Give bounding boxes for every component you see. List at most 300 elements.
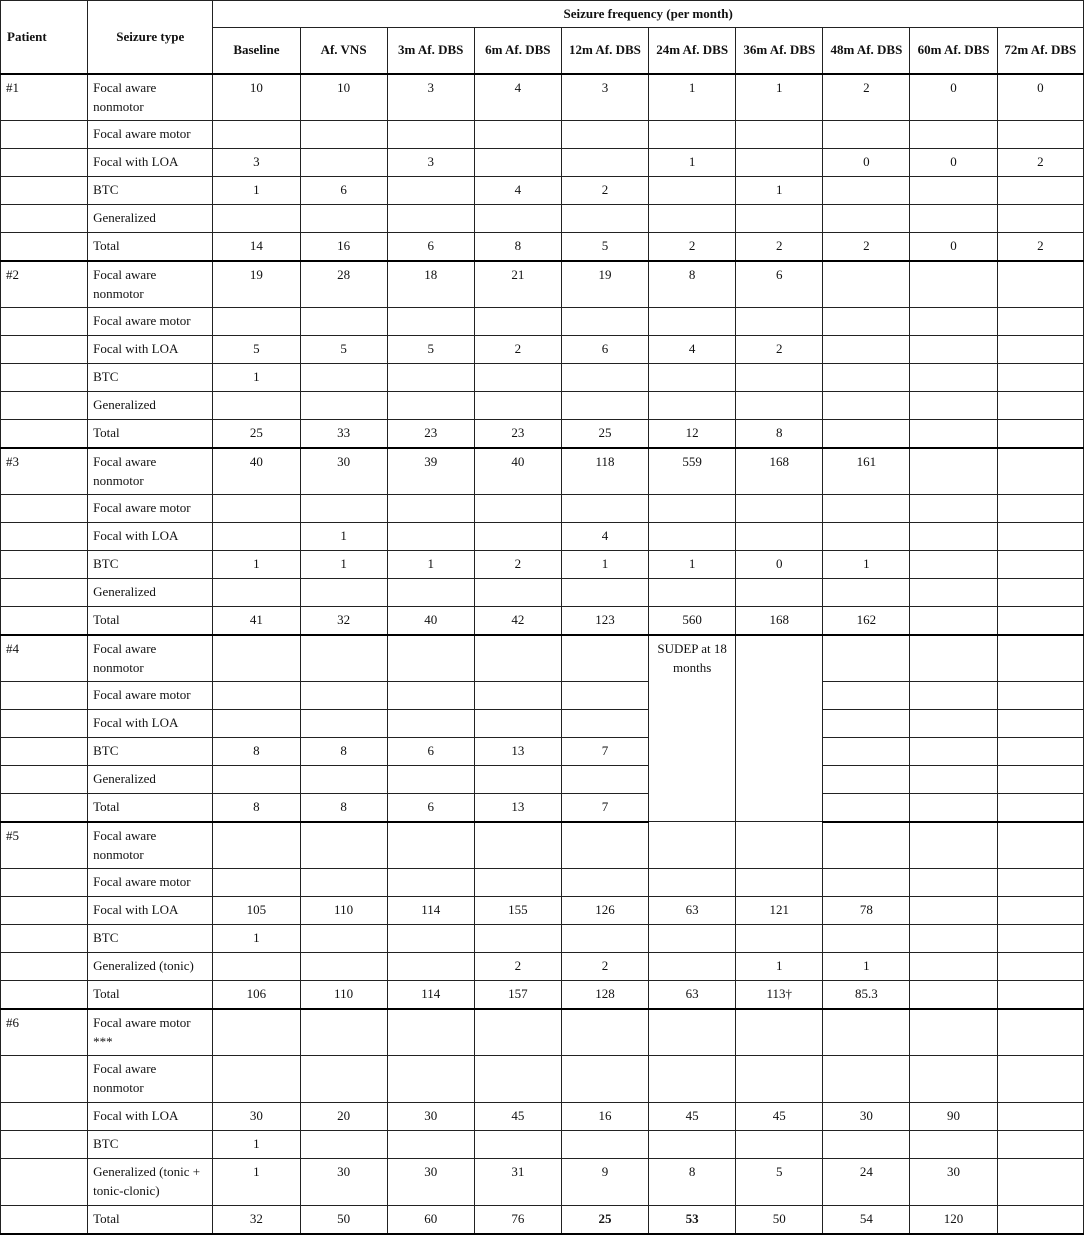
value-cell	[997, 822, 1083, 869]
value-cell	[213, 121, 300, 149]
seizure-type-cell: Focal with LOA	[88, 897, 213, 925]
value-cell	[910, 336, 997, 364]
value-cell	[300, 953, 387, 981]
value-cell	[823, 420, 910, 448]
value-cell	[300, 392, 387, 420]
value-cell	[213, 869, 300, 897]
value-cell: 30	[387, 1159, 474, 1206]
seizure-type-cell: Total	[88, 607, 213, 635]
value-cell	[213, 308, 300, 336]
value-cell: 6	[736, 261, 823, 308]
value-cell	[910, 607, 997, 635]
patient-id: #6	[1, 1009, 88, 1056]
value-cell: 114	[387, 981, 474, 1009]
patient-id-cell	[1, 682, 88, 710]
table-row	[1, 392, 1084, 420]
value-cell: 168	[736, 448, 823, 495]
value-cell: 13	[474, 738, 561, 766]
value-cell	[823, 495, 910, 523]
seizure-type-cell: Generalized (tonic)	[88, 953, 213, 981]
value-cell: 30	[300, 448, 387, 495]
value-cell	[997, 981, 1083, 1009]
value-cell	[823, 822, 910, 869]
value-cell: 50	[300, 1206, 387, 1234]
value-cell	[823, 261, 910, 308]
table-row	[1, 74, 1084, 121]
value-cell: 0	[910, 149, 997, 177]
value-cell	[910, 308, 997, 336]
value-cell	[213, 523, 300, 551]
value-cell	[300, 635, 387, 682]
value-cell	[997, 1009, 1083, 1056]
patient-id-cell	[1, 121, 88, 149]
value-cell: 4	[474, 74, 561, 121]
value-cell: 8	[300, 738, 387, 766]
value-cell: 1	[213, 551, 300, 579]
value-cell: 1	[561, 551, 648, 579]
value-cell: 32	[213, 1206, 300, 1234]
value-cell	[649, 822, 736, 869]
patient-id-cell	[1, 897, 88, 925]
value-cell	[997, 953, 1083, 981]
seizure-type-cell: Focal aware motor	[88, 121, 213, 149]
seizure-type-cell: Focal aware nonmotor	[88, 1056, 213, 1103]
patient-id: #4	[1, 635, 88, 682]
value-cell	[910, 925, 997, 953]
patient-id: #1	[1, 74, 88, 121]
header-col: 12m Af. DBS	[561, 28, 648, 74]
value-cell: 6	[387, 794, 474, 822]
value-cell	[387, 392, 474, 420]
value-cell: 1	[213, 364, 300, 392]
value-cell	[997, 177, 1083, 205]
value-cell	[823, 364, 910, 392]
value-cell	[823, 205, 910, 233]
value-cell	[823, 523, 910, 551]
value-cell: 8	[736, 420, 823, 448]
value-cell	[736, 869, 823, 897]
value-cell	[823, 336, 910, 364]
value-cell	[387, 177, 474, 205]
value-cell: 31	[474, 1159, 561, 1206]
value-cell	[213, 710, 300, 738]
value-cell: 1	[649, 149, 736, 177]
value-cell	[300, 364, 387, 392]
patient-id-cell	[1, 495, 88, 523]
value-cell	[736, 121, 823, 149]
patient-id-cell	[1, 925, 88, 953]
value-cell: 33	[300, 420, 387, 448]
value-cell	[300, 121, 387, 149]
value-cell	[823, 392, 910, 420]
patient-id-cell	[1, 869, 88, 897]
value-cell	[997, 897, 1083, 925]
value-cell: 42	[474, 607, 561, 635]
patient-id-cell	[1, 523, 88, 551]
seizure-type-cell: Focal aware motor	[88, 869, 213, 897]
header-seizure-type: Seizure type	[88, 1, 213, 74]
header-col: Baseline	[213, 28, 300, 74]
patient-id-cell	[1, 1056, 88, 1103]
value-cell: 2	[474, 551, 561, 579]
value-cell	[474, 205, 561, 233]
value-cell: 90	[910, 1103, 997, 1131]
value-cell	[474, 766, 561, 794]
value-cell: 45	[736, 1103, 823, 1131]
value-cell: 0	[823, 149, 910, 177]
value-cell: 16	[561, 1103, 648, 1131]
value-cell: 1	[823, 551, 910, 579]
value-cell: 8	[213, 738, 300, 766]
value-cell	[910, 392, 997, 420]
value-cell: 30	[823, 1103, 910, 1131]
table-header	[1, 1, 1084, 74]
patient-id-cell	[1, 738, 88, 766]
value-cell	[300, 869, 387, 897]
value-cell	[474, 579, 561, 607]
value-cell: 5	[561, 233, 648, 261]
value-cell: 32	[300, 607, 387, 635]
value-cell: 13	[474, 794, 561, 822]
value-cell: 118	[561, 448, 648, 495]
value-cell	[910, 897, 997, 925]
value-cell	[474, 121, 561, 149]
value-cell	[736, 925, 823, 953]
value-cell: 5	[736, 1159, 823, 1206]
value-cell: 45	[474, 1103, 561, 1131]
value-cell	[823, 766, 910, 794]
table-row	[1, 1206, 1084, 1234]
table-row	[1, 710, 1084, 738]
value-cell: 1	[300, 551, 387, 579]
value-cell	[300, 1131, 387, 1159]
seizure-type-cell: Focal aware motor	[88, 495, 213, 523]
value-cell	[910, 551, 997, 579]
value-cell	[300, 149, 387, 177]
value-cell	[387, 121, 474, 149]
value-cell	[387, 869, 474, 897]
value-cell	[997, 261, 1083, 308]
value-cell	[910, 579, 997, 607]
value-cell: 7	[561, 794, 648, 822]
patient-id-cell	[1, 1206, 88, 1234]
value-cell: 30	[213, 1103, 300, 1131]
value-cell: 6	[561, 336, 648, 364]
value-cell	[997, 1206, 1083, 1234]
value-cell: 41	[213, 607, 300, 635]
value-cell: 25	[561, 420, 648, 448]
value-cell	[649, 121, 736, 149]
value-cell: 3	[561, 74, 648, 121]
value-cell	[561, 121, 648, 149]
value-cell	[213, 1009, 300, 1056]
value-cell: 559	[649, 448, 736, 495]
value-cell: 53	[649, 1206, 736, 1234]
value-cell	[910, 869, 997, 897]
value-cell	[649, 869, 736, 897]
value-cell	[910, 682, 997, 710]
patient-id-cell	[1, 364, 88, 392]
header-col: Af. VNS	[300, 28, 387, 74]
value-cell	[736, 1009, 823, 1056]
value-cell	[736, 364, 823, 392]
value-cell: 110	[300, 897, 387, 925]
value-cell	[561, 1056, 648, 1103]
seizure-type-cell: BTC	[88, 364, 213, 392]
value-cell	[213, 205, 300, 233]
value-cell	[910, 981, 997, 1009]
value-cell	[910, 177, 997, 205]
table-row	[1, 794, 1084, 822]
value-cell	[823, 121, 910, 149]
table-row	[1, 1159, 1084, 1206]
value-cell	[736, 1131, 823, 1159]
value-cell: 30	[910, 1159, 997, 1206]
value-cell	[300, 1009, 387, 1056]
value-cell	[997, 925, 1083, 953]
table-row	[1, 149, 1084, 177]
value-cell: 28	[300, 261, 387, 308]
patient-id-cell	[1, 981, 88, 1009]
value-cell	[997, 794, 1083, 822]
value-cell: 4	[561, 523, 648, 551]
value-cell	[561, 710, 648, 738]
value-cell: 5	[387, 336, 474, 364]
value-cell: 1	[213, 177, 300, 205]
table-row	[1, 682, 1084, 710]
value-cell	[736, 392, 823, 420]
value-cell	[474, 925, 561, 953]
value-cell	[387, 495, 474, 523]
value-cell	[213, 822, 300, 869]
value-cell	[997, 579, 1083, 607]
patient-id-cell	[1, 420, 88, 448]
value-cell: 161	[823, 448, 910, 495]
patient-id-cell	[1, 149, 88, 177]
seizure-type-cell: Total	[88, 1206, 213, 1234]
value-cell	[300, 1056, 387, 1103]
value-cell	[300, 822, 387, 869]
value-cell: 8	[649, 1159, 736, 1206]
value-cell	[387, 364, 474, 392]
value-cell: 5	[213, 336, 300, 364]
value-cell: 106	[213, 981, 300, 1009]
value-cell	[561, 869, 648, 897]
seizure-type-cell: Focal aware nonmotor	[88, 448, 213, 495]
patient-id-cell	[1, 551, 88, 579]
value-cell	[387, 766, 474, 794]
value-cell	[823, 710, 910, 738]
value-cell: 2	[474, 953, 561, 981]
value-cell: 1	[736, 74, 823, 121]
value-cell: 85.3	[823, 981, 910, 1009]
value-cell	[561, 1131, 648, 1159]
patient-id-cell	[1, 1159, 88, 1206]
table-row	[1, 233, 1084, 261]
value-cell: 560	[649, 607, 736, 635]
value-cell	[910, 523, 997, 551]
value-cell	[910, 822, 997, 869]
value-cell	[561, 149, 648, 177]
value-cell	[910, 205, 997, 233]
patient-id-cell	[1, 336, 88, 364]
value-cell: 3	[387, 74, 474, 121]
value-cell	[823, 579, 910, 607]
value-cell: 1	[823, 953, 910, 981]
value-cell	[910, 635, 997, 682]
value-cell	[213, 953, 300, 981]
value-cell: 3	[387, 149, 474, 177]
value-cell	[823, 177, 910, 205]
seizure-type-cell: Focal aware nonmotor	[88, 635, 213, 682]
value-cell: 1	[736, 953, 823, 981]
value-cell	[910, 710, 997, 738]
value-cell	[300, 925, 387, 953]
value-cell	[561, 205, 648, 233]
value-cell	[649, 579, 736, 607]
value-cell	[823, 738, 910, 766]
header-col: 24m Af. DBS	[649, 28, 736, 74]
table-row	[1, 981, 1084, 1009]
value-cell	[997, 635, 1083, 682]
seizure-type-cell: Focal with LOA	[88, 336, 213, 364]
table-row	[1, 336, 1084, 364]
table-row	[1, 1056, 1084, 1103]
value-cell	[300, 682, 387, 710]
value-cell: 20	[300, 1103, 387, 1131]
value-cell: 30	[300, 1159, 387, 1206]
value-cell: 128	[561, 981, 648, 1009]
value-cell	[823, 1131, 910, 1159]
seizure-type-cell: Generalized (tonic + tonic-clonic)	[88, 1159, 213, 1206]
value-cell	[823, 869, 910, 897]
value-cell: 60	[387, 1206, 474, 1234]
seizure-type-cell: Focal with LOA	[88, 1103, 213, 1131]
value-cell	[474, 869, 561, 897]
value-cell: 40	[387, 607, 474, 635]
table-row	[1, 1009, 1084, 1056]
value-cell: 21	[474, 261, 561, 308]
value-cell: 63	[649, 897, 736, 925]
value-cell	[474, 392, 561, 420]
table-row	[1, 822, 1084, 869]
value-cell	[910, 1009, 997, 1056]
value-cell	[649, 308, 736, 336]
value-cell	[387, 308, 474, 336]
value-cell	[910, 420, 997, 448]
value-cell: 1	[387, 551, 474, 579]
value-cell: 105	[213, 897, 300, 925]
value-cell: 2	[649, 233, 736, 261]
value-cell	[474, 523, 561, 551]
value-cell: 2	[561, 953, 648, 981]
table-row	[1, 121, 1084, 149]
table-row	[1, 1103, 1084, 1131]
value-cell	[213, 635, 300, 682]
value-cell: 8	[213, 794, 300, 822]
value-cell: 110	[300, 981, 387, 1009]
value-cell: 120	[910, 1206, 997, 1234]
value-cell: 54	[823, 1206, 910, 1234]
patient-id-cell	[1, 766, 88, 794]
value-cell: 16	[300, 233, 387, 261]
header-col: 60m Af. DBS	[910, 28, 997, 74]
value-cell	[649, 392, 736, 420]
seizure-type-cell: Generalized	[88, 579, 213, 607]
value-cell	[474, 308, 561, 336]
value-cell: 0	[997, 74, 1083, 121]
value-cell	[997, 1159, 1083, 1206]
value-cell: 76	[474, 1206, 561, 1234]
seizure-type-cell: BTC	[88, 738, 213, 766]
table-row	[1, 869, 1084, 897]
value-cell	[649, 495, 736, 523]
value-cell	[387, 925, 474, 953]
empty-merged-cell	[736, 635, 823, 822]
patient-id: #2	[1, 261, 88, 308]
value-cell	[997, 205, 1083, 233]
table-row	[1, 738, 1084, 766]
value-cell: 0	[910, 233, 997, 261]
seizure-type-cell: Focal aware motor	[88, 308, 213, 336]
value-cell: 7	[561, 738, 648, 766]
value-cell	[997, 1103, 1083, 1131]
seizure-type-cell: BTC	[88, 177, 213, 205]
value-cell	[910, 1056, 997, 1103]
seizure-type-cell: Total	[88, 420, 213, 448]
value-cell	[213, 766, 300, 794]
header-col: 3m Af. DBS	[387, 28, 474, 74]
patient-id-cell	[1, 579, 88, 607]
value-cell	[561, 822, 648, 869]
value-cell	[649, 1131, 736, 1159]
value-cell: 0	[736, 551, 823, 579]
value-cell: 1	[300, 523, 387, 551]
value-cell: 0	[910, 74, 997, 121]
value-cell	[997, 607, 1083, 635]
seizure-type-cell: Focal aware nonmotor	[88, 74, 213, 121]
seizure-type-cell: Generalized	[88, 205, 213, 233]
value-cell: 50	[736, 1206, 823, 1234]
seizure-type-cell: BTC	[88, 551, 213, 579]
patient-id-cell	[1, 308, 88, 336]
value-cell	[910, 364, 997, 392]
value-cell	[387, 205, 474, 233]
value-cell	[387, 1009, 474, 1056]
value-cell	[387, 1131, 474, 1159]
value-cell: 1	[213, 1131, 300, 1159]
value-cell	[997, 392, 1083, 420]
value-cell	[823, 308, 910, 336]
value-cell: 78	[823, 897, 910, 925]
header-col: 6m Af. DBS	[474, 28, 561, 74]
value-cell: 2	[997, 149, 1083, 177]
value-cell	[736, 523, 823, 551]
value-cell	[474, 495, 561, 523]
value-cell	[910, 1131, 997, 1159]
value-cell: 1	[213, 925, 300, 953]
table-row	[1, 205, 1084, 233]
header-col: 36m Af. DBS	[736, 28, 823, 74]
value-cell	[910, 448, 997, 495]
value-cell	[736, 308, 823, 336]
table-row	[1, 1131, 1084, 1159]
value-cell	[561, 1009, 648, 1056]
patient-id: #3	[1, 448, 88, 495]
value-cell	[649, 364, 736, 392]
patient-id-cell	[1, 710, 88, 738]
value-cell	[997, 364, 1083, 392]
